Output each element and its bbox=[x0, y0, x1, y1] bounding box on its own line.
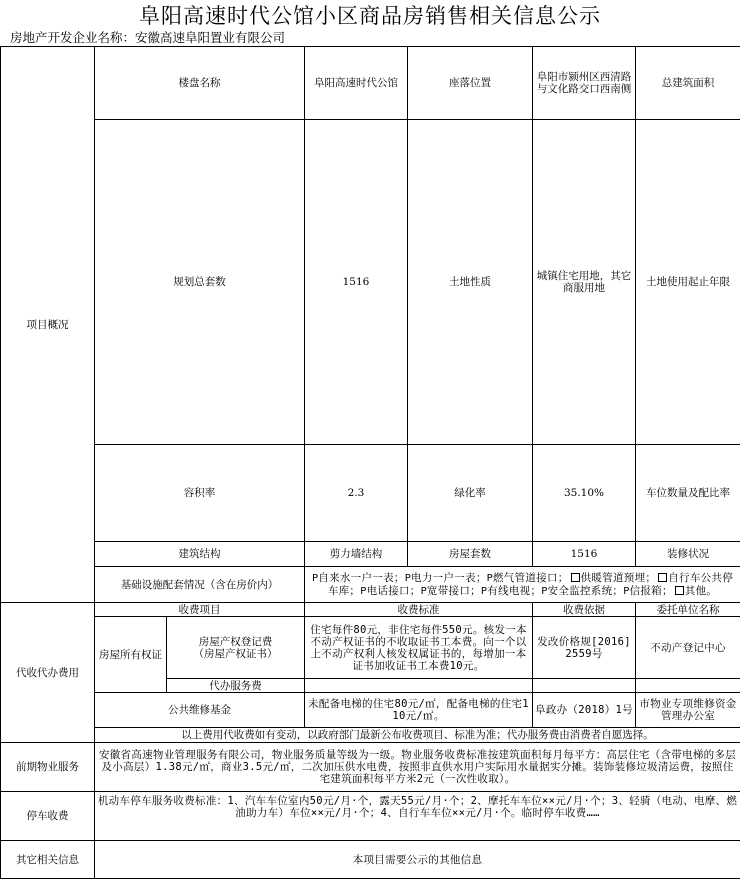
overview-row-2 bbox=[1, 120, 740, 445]
overview-section-label: 项目概况 bbox=[1, 47, 95, 603]
facility-item bbox=[312, 572, 405, 584]
building-name-label: 楼盘名称 bbox=[95, 47, 305, 120]
cert-fee-label bbox=[167, 617, 305, 679]
facility-label: 自行车公共停车库； bbox=[328, 572, 733, 597]
far-label: 容积率 bbox=[95, 445, 305, 542]
facility-item bbox=[569, 572, 657, 584]
developer-name: 安徽高速阜阳置业有限公司 bbox=[135, 29, 285, 46]
green-value: 35.10% bbox=[533, 445, 636, 542]
cert-fee-row bbox=[1, 617, 740, 679]
checked-mark-icon: P bbox=[421, 586, 427, 597]
property-text: 安徽省高速物业管理服务有限公司，物业服务质量等级为一级。物业服务收费标准按建筑面积每月每平方：高层住宅（含带电梯的多层及小高层）1.38元/㎡，商业3.5元/㎡，二次加压供水电费，按照非直供水用户实际用水量据实分摊。装饰装修垃圾清运费，按照住宅建筑面积每平方米2元（一次性收取）。 bbox=[95, 743, 740, 792]
cert-fee-label-line2: （房屋产权证书） bbox=[169, 648, 302, 660]
facility-item bbox=[421, 585, 481, 597]
decoration-label: 装修状况 bbox=[636, 542, 740, 567]
checked-mark-icon: P bbox=[623, 586, 629, 597]
facility-item bbox=[360, 585, 420, 597]
fees-section-label: 代收代办费用 bbox=[1, 603, 95, 743]
cert-fee-basis: 发改价格规[2016]2559号 bbox=[533, 617, 636, 679]
service-fee-unit bbox=[636, 679, 740, 693]
page-title: 阜阳高速时代公馆小区商品房销售相关信息公示 bbox=[0, 2, 740, 30]
maintenance-fee-basis: 阜政办（2018）1号 bbox=[533, 693, 636, 728]
facility-item bbox=[481, 585, 541, 597]
unchecked-box-icon bbox=[571, 573, 580, 582]
service-fee-label: 代办服务费 bbox=[167, 679, 305, 693]
fee-standard-header: 收费标准 bbox=[305, 603, 533, 617]
facility-item bbox=[623, 585, 673, 597]
fees-note-row bbox=[1, 728, 740, 743]
cert-fee-standard: 住宅每件80元，非住宅每件550元。核发一本不动产权证书的不收取证书工本费。向一个以上不动产权利人核发权属证书的，每增加一本证书加收证书工本费10元。 bbox=[305, 617, 533, 679]
planned-units: 1516 bbox=[305, 120, 408, 445]
facility-label: 信报箱； bbox=[630, 585, 673, 597]
other-row bbox=[1, 841, 740, 879]
facility-item bbox=[541, 585, 623, 597]
parking-fee-text: 机动车停车服务收费标准：1、汽车车位室内50元/月·个，露天55元/月·个；2、摩托车车位××元/月·个；3、轻骑（电动、电摩、燃油助力车）车位××元/月·个；4、自行车车位××元/月·个。临时停车收费…… bbox=[95, 792, 740, 841]
overview-row-3 bbox=[1, 445, 740, 542]
facility-label: 安全监控系统； bbox=[548, 585, 624, 597]
structure-value: 剪力墙结构 bbox=[305, 542, 408, 567]
disclosure-table bbox=[0, 46, 740, 879]
service-fee-basis bbox=[533, 679, 636, 693]
parking-fee-row bbox=[1, 792, 740, 841]
facilities-row bbox=[1, 567, 740, 603]
checked-mark-icon: P bbox=[405, 573, 411, 584]
location: 阜阳市颍州区西清路与文化路交口西南侧 bbox=[533, 47, 636, 120]
checked-mark-icon: P bbox=[312, 573, 318, 584]
maintenance-fee-row bbox=[1, 693, 740, 728]
facility-label: 供暖管道预埋； bbox=[581, 572, 657, 584]
facility-label: 自来水一户一表； bbox=[318, 572, 404, 584]
green-label: 绿化率 bbox=[408, 445, 533, 542]
overview-row-1 bbox=[1, 47, 740, 120]
fee-unit-header: 委托单位名称 bbox=[636, 603, 740, 617]
fee-basis-header: 收费依据 bbox=[533, 603, 636, 617]
land-nature: 城镇住宅用地，其它商服用地 bbox=[533, 120, 636, 445]
facility-label: 电话接口； bbox=[367, 585, 421, 597]
unchecked-box-icon bbox=[675, 586, 684, 595]
building-name: 阜阳高速时代公馆 bbox=[305, 47, 408, 120]
overview-row-4 bbox=[1, 542, 740, 567]
facility-label: 宽带接口； bbox=[427, 585, 481, 597]
facility-item bbox=[673, 585, 717, 597]
location-label: 座落位置 bbox=[408, 47, 533, 120]
checked-mark-icon: P bbox=[481, 586, 487, 597]
parking-fee-label: 停车收费 bbox=[1, 792, 95, 841]
property-label: 前期物业服务 bbox=[1, 743, 95, 792]
structure-label: 建筑结构 bbox=[95, 542, 305, 567]
facility-label: 燃气管道接口； bbox=[493, 572, 569, 584]
other-label: 其它相关信息 bbox=[1, 841, 95, 879]
cert-fee-unit: 不动产登记中心 bbox=[636, 617, 740, 679]
facilities-label: 基础设施配套情况（含在房价内） bbox=[95, 567, 305, 603]
checked-mark-icon: P bbox=[487, 573, 493, 584]
fees-header-row bbox=[1, 603, 740, 617]
maintenance-fee-unit: 市物业专项维修资金管理办公室 bbox=[636, 693, 740, 728]
land-period-label: 土地使用起止年限 bbox=[636, 120, 740, 445]
property-row bbox=[1, 743, 740, 792]
service-fee-standard bbox=[305, 679, 533, 693]
fees-note: 以上费用代收费如有变动，以政府部门最新公布收费项目、标准为准；代办服务费由消费者自愿选择。 bbox=[95, 728, 740, 743]
facility-item bbox=[405, 572, 487, 584]
fee-item-header: 收费项目 bbox=[95, 603, 305, 617]
other-text: 本项目需要公示的其他信息 bbox=[95, 841, 740, 879]
far-value: 2.3 bbox=[305, 445, 408, 542]
facility-label: 电力一户一表； bbox=[411, 572, 487, 584]
checked-mark-icon: P bbox=[541, 586, 547, 597]
planned-units-label: 规划总套数 bbox=[95, 120, 305, 445]
land-nature-label: 土地性质 bbox=[408, 120, 533, 445]
developer-line bbox=[10, 29, 285, 46]
parking-label: 车位数量及配比率 bbox=[636, 445, 740, 542]
cert-fee-label-line1: 房屋产权登记费 bbox=[169, 636, 302, 648]
maintenance-fee-label: 公共维修基金 bbox=[95, 693, 305, 728]
facility-label: 其他。 bbox=[685, 585, 717, 597]
total-area-label: 总建筑面积 bbox=[636, 47, 740, 120]
units-value: 1516 bbox=[533, 542, 636, 567]
checked-mark-icon: P bbox=[360, 586, 366, 597]
facility-item bbox=[487, 572, 569, 584]
facility-label: 有线电视； bbox=[487, 585, 541, 597]
maintenance-fee-standard: 未配备电梯的住宅80元/㎡，配备电梯的住宅110元/㎡。 bbox=[305, 693, 533, 728]
facilities-list bbox=[305, 567, 740, 603]
developer-label: 房地产开发企业名称： bbox=[10, 29, 135, 46]
units-label: 房屋套数 bbox=[408, 542, 533, 567]
house-rights-label: 房屋所有权证 bbox=[95, 617, 167, 693]
unchecked-box-icon bbox=[658, 573, 667, 582]
